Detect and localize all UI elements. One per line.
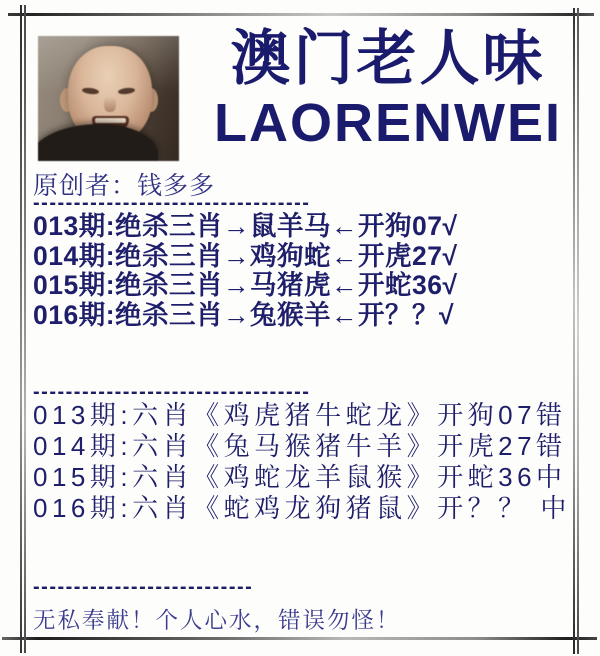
frame-bottom-line [2, 637, 597, 640]
prediction-line-015: 015期:六肖《鸡蛇龙羊鼠猴》开蛇36中 [33, 462, 567, 492]
photo-teeth [95, 118, 126, 123]
page-title-chinese: 澳门老人味 [230, 25, 546, 92]
prediction-line-014: 014期:绝杀三肖→鸡狗蛇←开虎27√ [33, 240, 458, 271]
dashed-divider-1: ---------------------------------- [33, 192, 311, 214]
photo-nose [104, 96, 116, 112]
photo-eye-left [82, 87, 100, 95]
dashed-divider-2: ---------------------------------- [33, 381, 311, 403]
dashed-divider-3: --------------------------- [33, 576, 254, 598]
frame-top-line [8, 13, 594, 16]
prediction-line-016: 016期:绝杀三肖→兔猴羊←开？？√ [33, 299, 455, 330]
prediction-line-014: 014期:六肖《兔马猴猪牛羊》开虎27错 [33, 431, 567, 461]
author-line: 原创者：钱多多 [33, 172, 216, 200]
footer-note: 无私奉献！个人心水，错误勿怪！ [33, 608, 401, 633]
prediction-line-015: 015期:绝杀三肖→马猪虎←开蛇36√ [33, 270, 458, 300]
page-title-pinyin: LAORENWEI [214, 93, 562, 153]
prediction-line-016: 016期:六肖《蛇鸡龙狗猪鼠》开？？ 中 [33, 493, 571, 523]
frame-left-line [20, 5, 22, 653]
prediction-line-013: 013期:六肖《鸡虎猪牛蛇龙》开狗07错 [33, 400, 567, 430]
elderly-man-photo [38, 36, 179, 161]
liu-xiao-block [33, 400, 571, 524]
photo-eye-right [118, 87, 136, 95]
prediction-line-013: 013期:绝杀三肖→鼠羊马←开狗07√ [33, 211, 458, 241]
jue-sha-san-xiao-block [33, 212, 458, 330]
frame-left-line-2 [24, 5, 26, 653]
